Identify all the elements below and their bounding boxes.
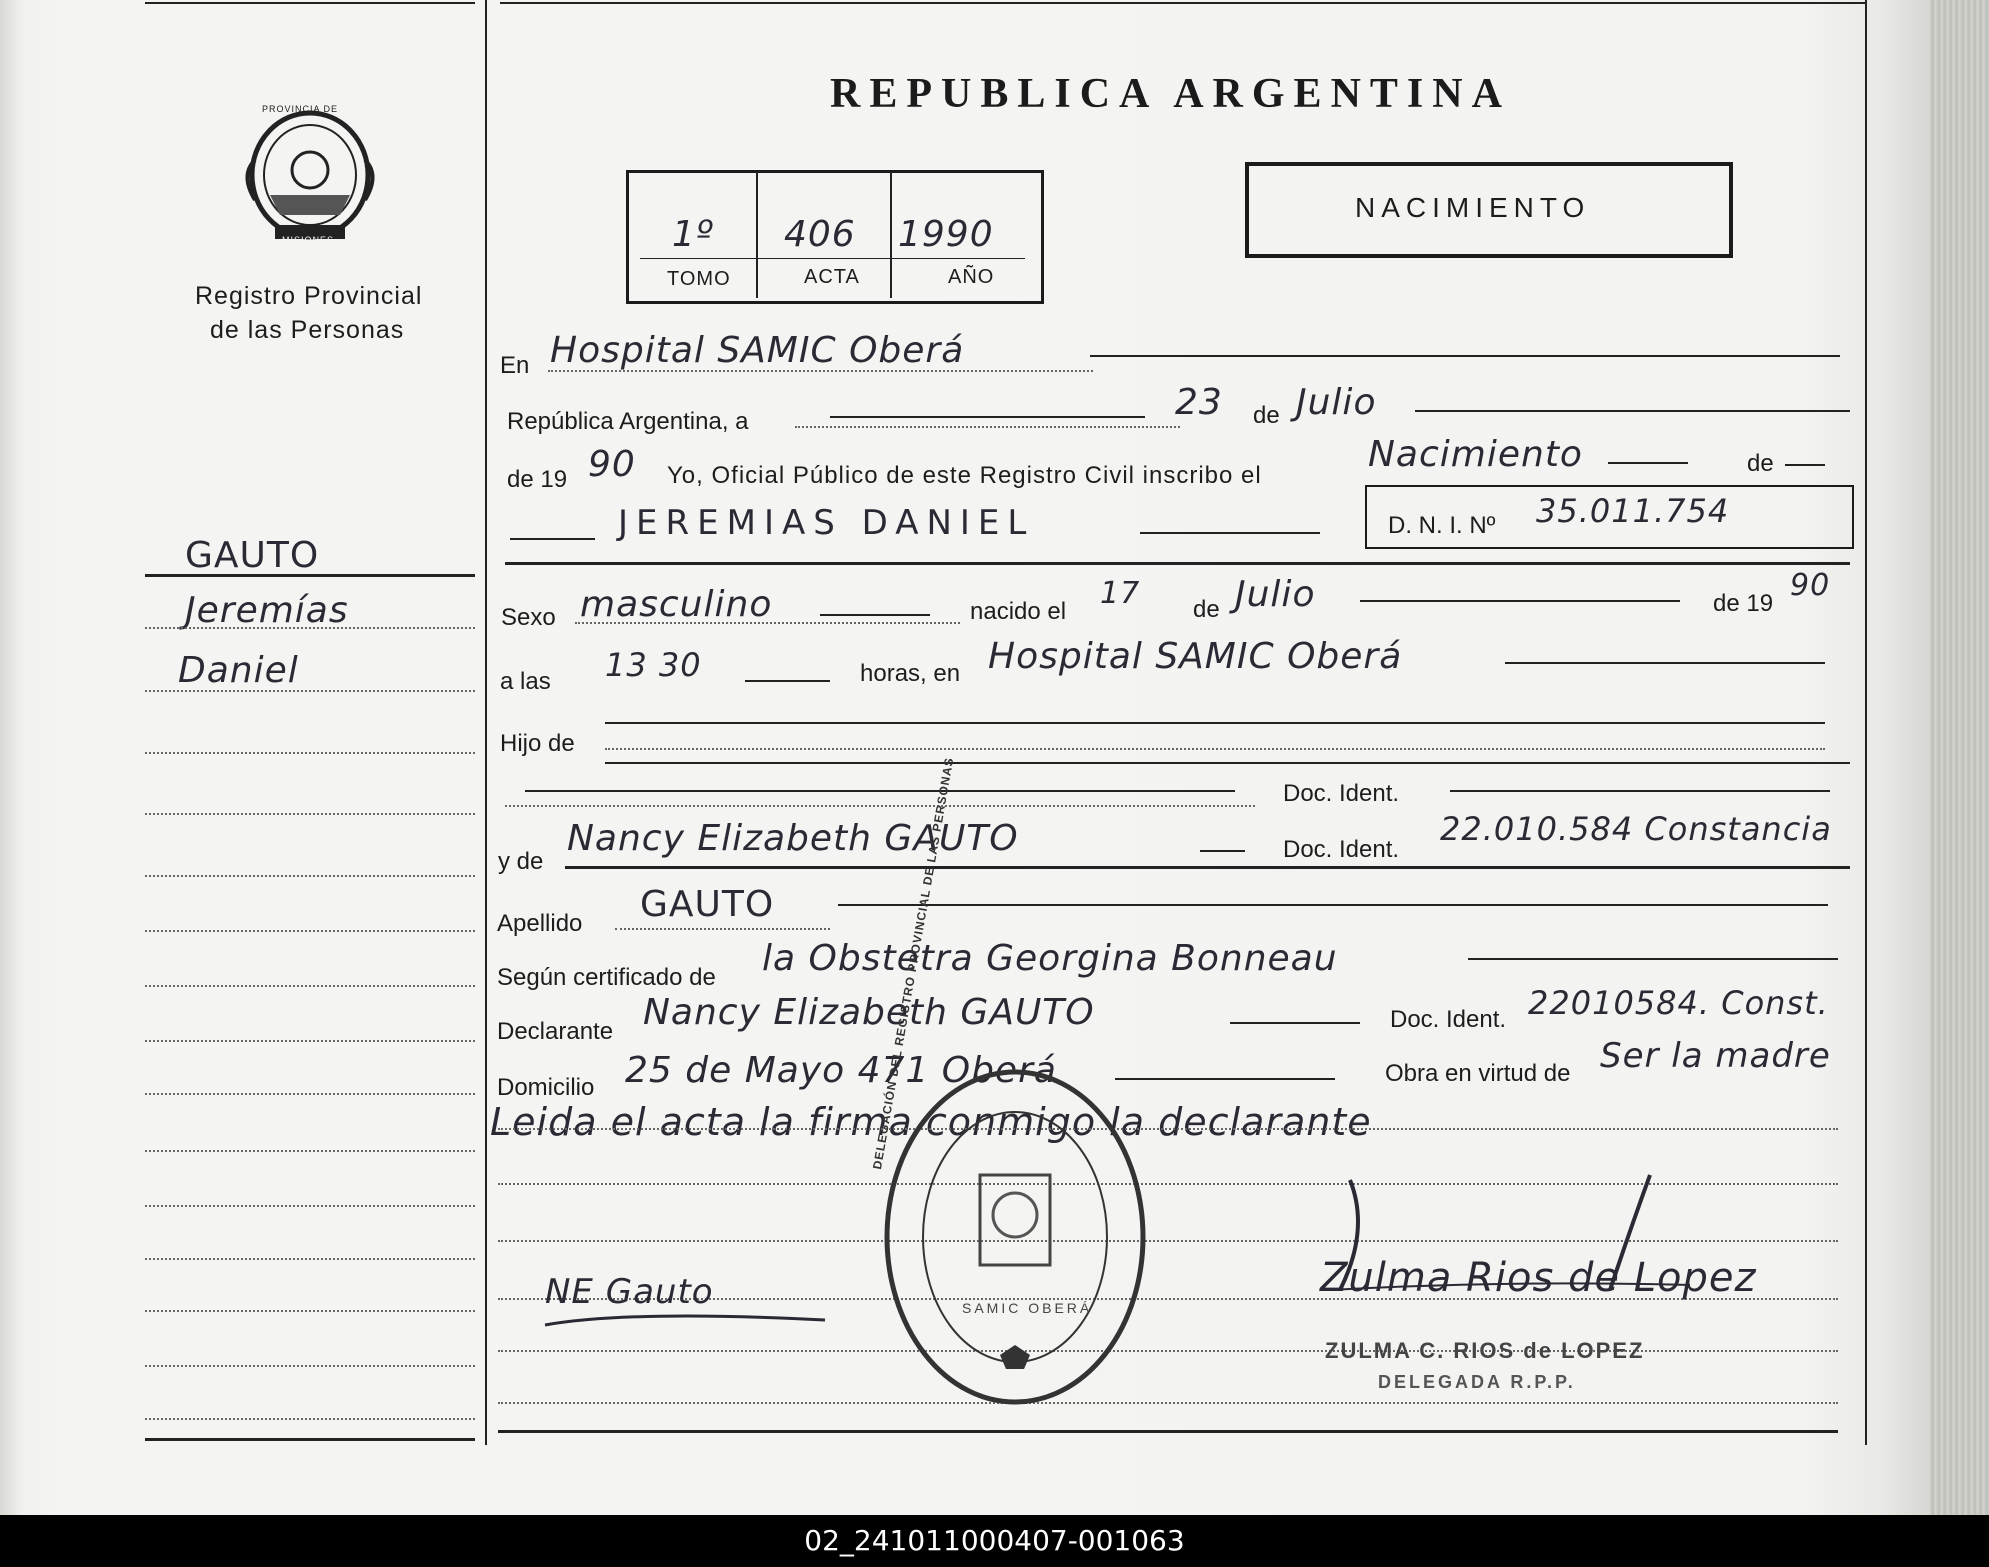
declarante-label: Declarante [497,1018,614,1045]
margin-line-10 [145,1150,475,1152]
seal-label-bottom: MISIONES [282,235,335,245]
record-type-label: NACIMIENTO [1355,192,1591,223]
page-stack-edge [1930,0,1989,1515]
margin-surname: GAUTO [185,535,320,576]
republica-rule [830,416,1145,418]
record-box-underline [640,258,1025,259]
hijo-rule [605,722,1825,724]
birth-place: Hospital SAMIC Oberá [988,636,1403,677]
dni-value: 35.011.754 [1536,492,1730,530]
father-doc-rule [1450,790,1830,792]
official-title: DELEGADA R.P.P. [1378,1372,1576,1392]
doc-ident-label: Doc. Ident. [1283,780,1400,807]
margin-line-11 [145,1205,475,1207]
margin-surname-rule [145,574,475,577]
declarant-signature-stroke-icon [540,1280,830,1340]
margin-first-name: Jeremías [185,590,349,631]
name-lead-rule [510,538,595,540]
hijo-label: Hijo de [500,730,575,757]
child-name-underline [505,562,1850,565]
official-signature: Zulma Rios de Lopez [1320,1255,1757,1301]
yde-label: y de [498,848,544,875]
sexo-value: masculino [580,584,773,625]
body-bottom-rule [498,1430,1838,1433]
birth-day: 17 [1100,576,1141,611]
segun-value: la Obstetra Georgina Bonneau [762,938,1338,979]
declarante-rule [1230,1022,1360,1024]
de2-label: de [1747,450,1774,477]
segun-label: Según certificado de [497,964,716,991]
de-label: de [1253,402,1280,429]
top-rule-right [500,2,1865,4]
anio-value: 1990 [898,214,994,255]
hour-rule [745,680,830,682]
hijo-dots [605,748,1825,750]
en-dots [548,370,1093,372]
body-line-1 [498,1128,1838,1130]
apellido-dots [615,928,830,930]
domicilio-label: Domicilio [497,1074,595,1101]
margin-line-2 [145,690,475,692]
closing-note: Leida el acta la firma conmigo la declarante [490,1100,1372,1144]
hijo-rule-2 [605,762,1850,764]
birth-year-suffix: 90 [1790,568,1831,603]
sexo-dots [575,622,960,624]
stamp-inner-text: SAMIC OBERÁ [962,1300,1093,1316]
de3-label: de [1193,596,1220,623]
mother-name-rule [1200,850,1245,852]
apellido-label: Apellido [497,910,583,937]
margin-line-5 [145,875,475,877]
margin-line-8 [145,1040,475,1042]
body-line-6 [498,1402,1838,1404]
segun-rule [1468,958,1838,960]
province-seal-icon [235,100,385,250]
horas-label: horas, en [860,660,961,687]
mother-doc: 22.010.584 Constancia [1440,810,1832,848]
birth-place-rule [1505,662,1825,664]
oficial-text: Yo, Oficial Público de este Registro Civil inscribo el [667,462,1262,489]
declarante-doc: 22010584. Const. [1528,984,1829,1022]
official-signature-stroke-icon [1320,1170,1700,1310]
en-label: En [500,352,530,379]
en-value: Hospital SAMIC Oberá [550,330,965,371]
month-value: Julio [1296,382,1377,423]
margin-line-15 [145,1418,475,1420]
sexo-rule [820,614,930,616]
right-edge [1865,0,1867,1445]
margin-line-4 [145,813,475,815]
domicilio-value: 25 de Mayo 471 Oberá [625,1050,1057,1091]
republica-label: República Argentina, a [507,408,749,435]
tomo-value: 1º [672,214,714,255]
seal-label-top: PROVINCIA DE [262,104,339,114]
day-value: 23 [1175,382,1223,423]
country-title: REPUBLICA ARGENTINA [830,71,1511,117]
acta-label: ACTA [804,266,860,288]
margin-line-9 [145,1093,475,1095]
apellido-value: GAUTO [640,884,775,925]
doc-ident-label-3: Doc. Ident. [1390,1006,1507,1033]
sexo-label: Sexo [501,604,556,631]
republica-dots [795,426,1180,428]
declarante-value: Nancy Elizabeth GAUTO [643,992,1095,1033]
acta-value: 406 [784,214,856,255]
en-rule [1090,355,1840,357]
obra-value: Ser la madre [1600,1036,1831,1076]
mother-name: Nancy Elizabeth GAUTO [567,818,1019,859]
inscribo-value: Nacimiento [1368,434,1583,475]
margin-line-7 [145,985,475,987]
tomo-label: TOMO [667,268,731,290]
margin-line-13 [145,1310,475,1312]
mother-underline [565,866,1850,869]
birth-month-rule [1360,600,1680,602]
year-suffix: 90 [588,444,636,485]
margin-line-1 [145,627,475,629]
month-rule [1415,410,1850,412]
top-rule-left [145,2,475,4]
record-box-divider-2 [890,172,892,298]
obra-label: Obra en virtud de [1385,1060,1571,1087]
anio-label: AÑO [948,266,995,288]
margin-line-12 [145,1258,475,1260]
record-box-divider-1 [756,172,758,298]
declarant-signature: NE Gauto [545,1272,714,1312]
margin-line-6 [145,930,475,932]
name-tail-rule [1140,532,1320,534]
father-doc-dots [505,805,1255,807]
birth-year-prefix: de 19 [1713,590,1774,617]
dni-label: D. N. I. Nº [1388,512,1496,539]
birth-month: Julio [1235,574,1316,615]
doc-ident-label-2: Doc. Ident. [1283,836,1400,863]
margin-middle-name: Daniel [178,650,299,691]
de2-rule [1785,464,1825,466]
nacido-label: nacido el [970,598,1067,625]
year-prefix: de 19 [507,466,568,493]
inscribo-rule [1608,462,1688,464]
registry-stamp-icon [880,1065,1150,1410]
hour-value: 13 30 [605,646,702,684]
alas-label: a las [500,668,551,695]
column-divider [485,0,487,1445]
registry-name-line2: de las Personas [210,316,405,344]
file-id-footer: 02_241011000407-001063 [0,1515,1989,1567]
apellido-rule [838,904,1828,906]
margin-bottom-rule [145,1438,475,1441]
father-doc-lead-rule [525,790,1235,792]
stamp-ring-text: DELEGACIÓN DEL REGISTRO PROVINCIAL DE LAS PERSONAS [870,756,957,1171]
margin-line-14 [145,1365,475,1367]
margin-line-3 [145,752,475,754]
official-name: ZULMA C. RIOS de LOPEZ [1325,1338,1645,1363]
registry-name-line1: Registro Provincial [195,282,423,310]
child-name: JEREMIAS DANIEL [618,503,1035,543]
